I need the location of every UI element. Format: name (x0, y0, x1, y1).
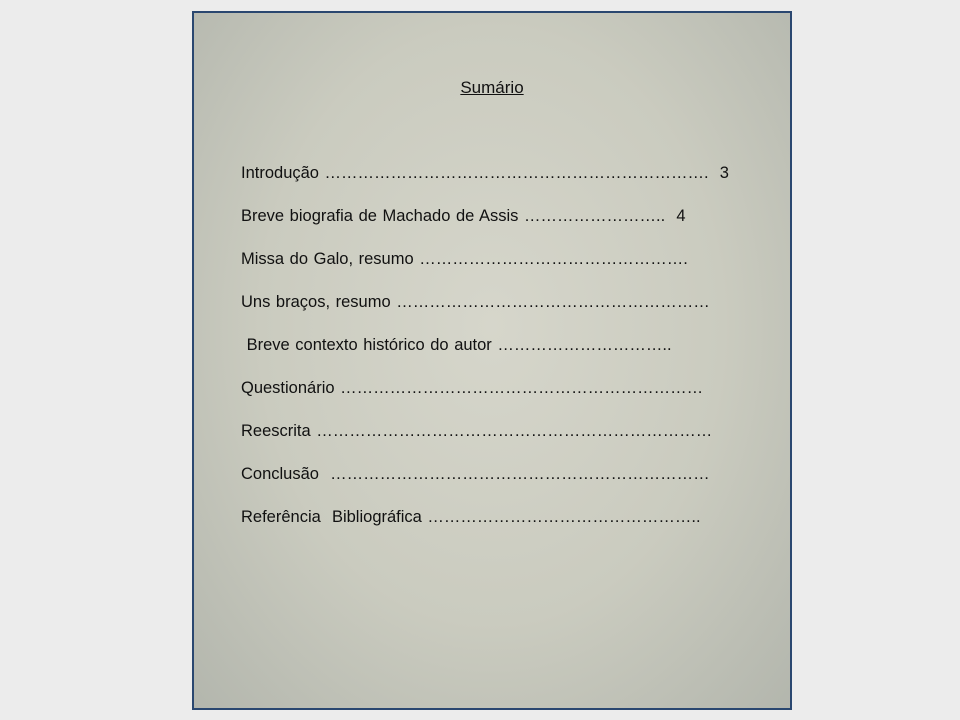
toc-entry-uns-bracos: Uns braços, resumo ………………………………………………… (241, 293, 710, 311)
toc-title: Sumário (460, 78, 524, 97)
toc-entry-missa-do-galo: Missa do Galo, resumo …………………………………………. (241, 250, 688, 268)
toc-entry-conclusao: Conclusão …………………………………………………………… (241, 465, 710, 483)
toc-entry-contexto-historico: Breve contexto histórico do autor ………………………….. (241, 336, 672, 354)
document-page (192, 11, 792, 710)
toc-entry-biografia: Breve biografia de Machado de Assis …………………….. 4 (241, 207, 686, 225)
toc-entry-reescrita: Reescrita ……………………………………………………………… (241, 422, 713, 440)
toc-entry-questionario: Questionário ………………………………………………………… (241, 379, 704, 397)
toc-entry-introducao: Introdução ……………………………………………………………. 3 (241, 164, 729, 182)
table-of-contents (241, 161, 781, 548)
toc-entry-referencia: Referência Bibliográfica ………………………………………….. (241, 508, 701, 526)
